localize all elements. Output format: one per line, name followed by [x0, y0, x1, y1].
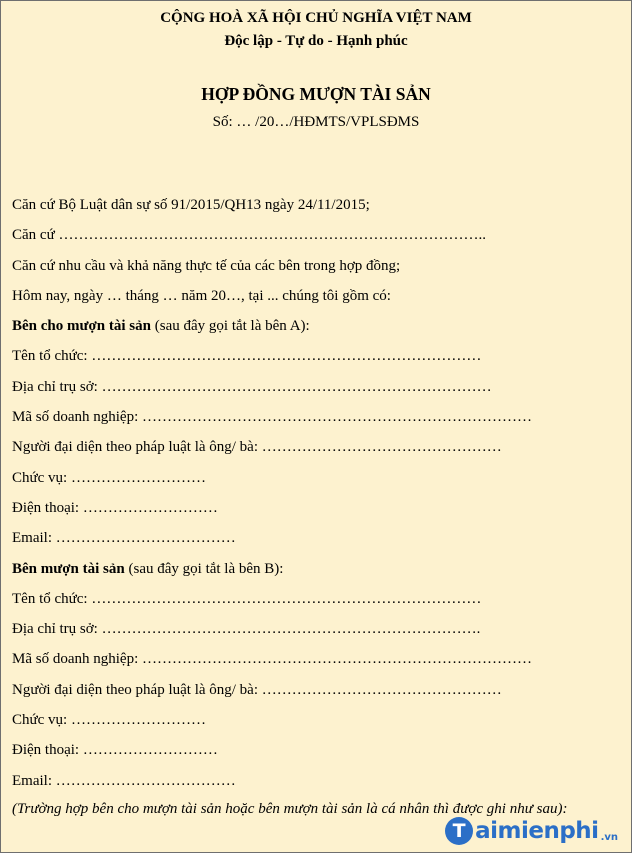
watermark-logo	[445, 817, 618, 845]
contract-line	[12, 527, 627, 557]
contract-line	[12, 497, 627, 527]
contract-line	[12, 648, 627, 678]
national-motto: Độc lập - Tự do - Hạnh phúc	[224, 33, 408, 49]
contract-title: HỢP ĐỒNG MƯỢN TÀI SẢN	[201, 84, 431, 104]
line-text: Email: ………………………………	[12, 530, 236, 547]
line-text: Căn cứ nhu cầu và khả năng thực tế của các bên trong hợp đồng;	[12, 257, 401, 274]
line-text: Mã số doanh nghiệp: ……………………………………………………………………	[12, 651, 532, 668]
contract-line	[12, 406, 627, 436]
line-text: Điện thoại: ………………………	[12, 742, 218, 759]
document-number: Số: … /20…/HĐMTS/VPLSĐMS	[212, 114, 420, 130]
line-text: Tên tổ chức: ……………………………………………………………………	[12, 348, 482, 365]
party-heading: Bên mượn tài sản	[12, 560, 125, 577]
contract-line	[12, 467, 627, 497]
contract-line	[12, 376, 627, 406]
note-text: (Trường hợp bên cho mượn tài sản hoặc bên mượn tài sản là cá nhân thì được ghi như sau):	[12, 800, 568, 817]
line-text: Tên tổ chức: ……………………………………………………………………	[12, 590, 482, 607]
contract-line	[12, 770, 627, 800]
line-text: Địa chỉ trụ sở: ……………………………………………………………………	[12, 378, 492, 395]
contract-lines	[12, 194, 627, 800]
contract-line	[12, 315, 627, 345]
line-text: Mã số doanh nghiệp: ……………………………………………………………………	[12, 409, 532, 426]
logo-domain: .vn	[600, 832, 618, 843]
contract-line	[12, 436, 627, 466]
line-text: Email: ………………………………	[12, 772, 236, 789]
logo-icon: T	[445, 817, 473, 845]
line-text: (sau đây gọi tắt là bên B):	[124, 560, 284, 577]
contract-line	[12, 618, 627, 648]
party-heading: Bên cho mượn tài sản	[12, 318, 151, 335]
contract-line	[12, 588, 627, 618]
logo-text: aimienphi	[475, 818, 599, 844]
line-text: Điện thoại: ………………………	[12, 499, 218, 516]
contract-line	[12, 679, 627, 709]
contract-line	[12, 345, 627, 375]
national-title: CỘNG HOÀ XÃ HỘI CHỦ NGHĨA VIỆT NAM	[160, 10, 472, 26]
line-text: (sau đây gọi tắt là bên A):	[151, 318, 310, 335]
contract-body	[12, 194, 627, 820]
contract-line	[12, 558, 627, 588]
contract-line	[12, 255, 627, 285]
line-text: Địa chỉ trụ sở: ………………………………………………………………….	[12, 621, 481, 638]
contract-line	[12, 194, 627, 224]
contract-line	[12, 739, 627, 769]
line-text: Người đại diện theo pháp luật là ông/ bà: …………………………………………	[12, 681, 502, 698]
contract-line	[12, 285, 627, 315]
contract-line	[12, 709, 627, 739]
line-text: Người đại diện theo pháp luật là ông/ bà: …………………………………………	[12, 439, 502, 456]
contract-line	[12, 224, 627, 254]
line-text: Hôm nay, ngày … tháng … năm 20…, tại ... chúng tôi gồm có:	[12, 287, 391, 304]
line-text: Chức vụ: ………………………	[12, 712, 206, 729]
line-text: Căn cứ Bộ Luật dân sự số 91/2015/QH13 ngày 24/11/2015;	[12, 197, 370, 213]
line-text: Chức vụ: ………………………	[12, 469, 206, 486]
line-text: Căn cứ …………………………………………………………………………..	[12, 227, 486, 244]
